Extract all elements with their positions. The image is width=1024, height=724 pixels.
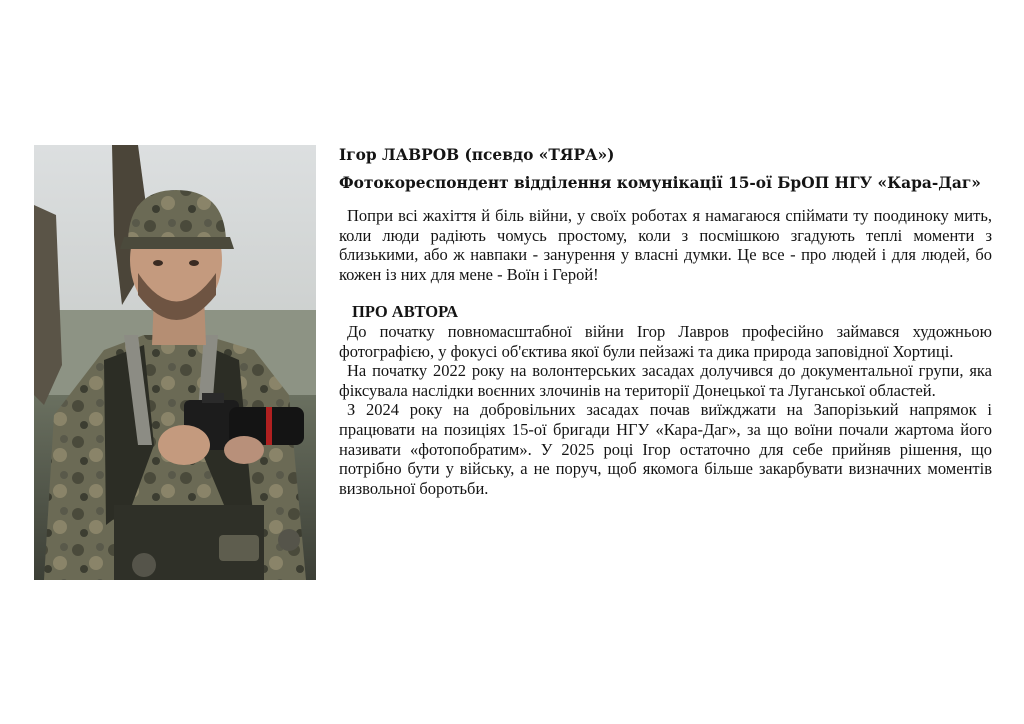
about-paragraph-1: До початку повномасштабної війни Ігор Лавров професійно займався художньою фотографією, у фокусі об'єктива якої були пейзажі та дика природа заповідної Хортиці.	[339, 321, 992, 361]
author-quote: Попри всі жахіття й біль війни, у своїх роботах я намагаюся спіймати ту поодиноку мить, коли люди радіють чомусь простому, коли з посмішкою згадують теплі моменти з близькими, або ж навпаки - занурення у власні думки. Це все - про людей і для людей, бо кожен із них для мене - Воїн і Герой!	[339, 206, 992, 284]
author-portrait-photo	[34, 145, 316, 580]
author-position-line: Фотокореспондент відділення комунікації 15-ої БрОП НГУ «Кара-Даг»	[339, 174, 981, 192]
about-heading: ПРО АВТОРА	[352, 302, 458, 322]
author-name-line: Ігор ЛАВРОВ (псевдо «ТЯРА»)	[339, 146, 615, 164]
about-paragraph-3: З 2024 року на добровільних засадах почав виїжджати на Запорізький напрямок і працювати на позиціях 15-ої бригади НГУ «Кара-Даг», за що воїни почали жартома його називати «фотопобратим». У 2025 році Ігор остаточно для себе прийняв рішення, що потрібно бути у війську, а не поруч, щоб якомога більше закарбувати визначних моментів визвольної боротьби.	[339, 400, 992, 498]
about-paragraph-2: На початку 2022 року на волонтерських засадах долучився до документальної групи, яка фіксувала наслідки воєнних злочинів на території Донецької та Луганської областей.	[339, 361, 992, 400]
author-text-block	[339, 144, 992, 498]
